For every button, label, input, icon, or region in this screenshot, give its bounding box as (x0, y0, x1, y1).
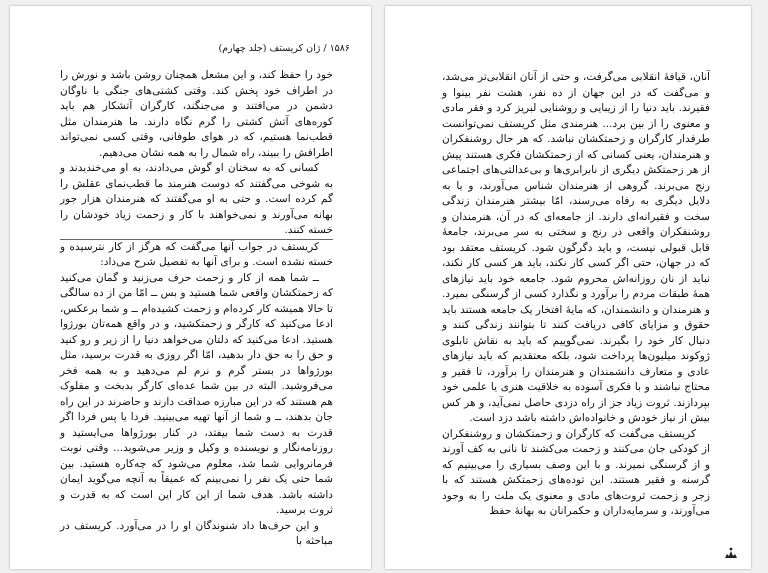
paragraph: خود را حفظ کند، و این مشعل همچنان روشن باشد و نورش را در اطراف خود پخش کند. وقتی کشتی‌های جنگی با ناوگان دشمن در می‌افتند و می‌جنگند، کارگران آتشکار هم باید کوره‌های آتش کشتی را گرم نگاه دارند. ما هنرمندان مثل قطب‌نما هستیم، که در هوای طوفانی، وقتی کسی نمی‌تواند اطرافش را ببیند، راه شمال را به همه نشان می‌دهیم. (60, 69, 333, 159)
paragraph: آنان، قیافهٔ انقلابی می‌گرفت، و حتی از آنان انقلابی‌تر می‌شد، و می‌گفت که در این جهان از ده نفر، هشت نفر بینوا و فقیرند. باید دنیا را از زیبایی و روشنایی لبریز کرد و فقر مادی و معنوی را از بین برد... هنرمندی مثل کریستف نمی‌توانست طرفدار کارگران و زحمتکشان نباشد. که هر حال روشنفکران و هنرمندان، یعنی کسانی که از زحمتکشان فکری هستند پیش از هر زحمتکش دیگری از نابرابری‌ها و بی‌عدالتی‌های اجتماعی رنج می‌برند. گروهی از هنرمندان شناس می‌آورند، و یا به دلایل دیگری به رفاه می‌رسند، امّا بیشتر هنرمندان زندگی سخت و فقیرانه‌ای دارند. از جامعه‌ای که در آن، هنرمندان و روشنفکران واقعی در رنج و سختی به سر می‌برند، جامعهٔ قابل قبولی نیست، و باید دگرگون شود. کریستف معتقد بود که در جهان، حتی اگر کسی کار نکند، باید هر کسی کار نکند، نباید از نان روزانه‌اش محروم شود. جامعه خود باید نیازهای همهٔ طبقات مردم را برآورد و نگذارد کسی از گرسنگی بمیرد. و هنرمندان و دانشمندان، که مایهٔ افتخار یک جامعه هستند باید حقوق و مزایای کافی دریافت کنند تا بتوانند زندگی کنند و دنبال کار خود را بگیرند. نمی‌گوییم که باید به نقاش تابلوی ژوکوند میلیون‌ها پرداخت شود، بلکه معتقدیم که باید نیازهای عادی و متعارف دانشمندان و هنرمندان را برآورد، تا فقیر و محتاج نباشند و با فکری آسوده به خلاقیت هنری یا علمی خود بپردازند. ثروت زیاد جز از راه دزدی حاصل نمی‌آید، و هر کس بیش از نیاز خودش و خانواده‌اش داشته باشد دزد است. (442, 71, 710, 424)
left-page (10, 6, 371, 569)
page-header: ۱۵۸۶ / ژان کریستف (جلد چهارم) (218, 43, 350, 54)
paragraph: و این حرف‌ها داد شنوندگان او را در می‌آورد. کریستف در مباحثه با (60, 519, 333, 547)
page-ornament-icon (724, 546, 738, 560)
paragraph: کریستف می‌گفت که کارگران و زحمتکشان و روشنفکران از کودکی جان می‌کنند و زحمت می‌کشند تا نانی به کف آورند و از گرسنگی نمیرند. و با این وصف بسیاری را می‌بینیم که گرسنه و فقیر هستند. این توده‌های زحمتکش هستند که با زجر و زحمت ثروت‌های مادی و معنوی یک ملت را به وجود می‌آورند، و سرمایه‌داران و حکمرانان به بهانهٔ حفظ (442, 427, 710, 517)
left-page-body (60, 68, 333, 547)
paragraph: کریستف در جواب آنها می‌گفت که هرگز از کار نترسیده و خسته نشده است. و برای آنها به تفصیل شرح می‌داد: (60, 240, 333, 268)
paragraph: ــ شما همه از کار و زحمت حرف می‌زنید و گمان می‌کنید که زحمتکشان واقعی شما هستید و بس ــ امّا من از ده سالگی تا حالا همیشه کار کرده‌ام و زحمت کشیده‌ام ــ و شما برعکس، ادعا می‌کنید که کارگر و زحمتکشید، و در واقع همه‌تان بورژوا هستید. ادعا می‌کنید که دلتان می‌خواهد دنیا را از زیر و رو کنید و حق را به حق دار بدهید، امّا اگر روزی به قدرت برسید، مثل بورژواها در بستر گرم و نرم لم می‌دهید و به همه فخر می‌فروشید. البته در بین شما عده‌ای کارگر بدبخت و مفلوک هم هستند که در این مبارزه صداقت دارند و حاضرند در این راه جان بدهند، ــ و شما از آنها تهیه می‌بینید. فردا یا پس فردا اگر قدرت به دست شما بیفتد، در کنار بورژواها می‌ایستید و روزنامه‌نگار و نویسنده و وکیل و وزیر می‌شوید... وقتی نوبت فرمانروایی شما شد، معلوم می‌شود که چه‌کاره هستید. بین شما حتی یک نفر را نمی‌بینم که عمیقاً به آنچه می‌گوید ایمان داشته باشد. هدف شما از این کار این است که به قدرت و ثروت برسید. (60, 271, 333, 516)
right-page-body (442, 70, 710, 536)
paragraph: کسانی که به سخنان او گوش می‌دادند، به او می‌خندیدند و به شوخی می‌گفتند که دوست هنرمند ما قطب‌نمای عقلش را گم کرده است. و حتی به او می‌گفتند که هنرمندان هزار جور بهانه می‌آورند و نمی‌خواهند با کار و زحمت زیاد خودشان را خسته کنند. (60, 162, 333, 236)
right-page (385, 6, 751, 569)
